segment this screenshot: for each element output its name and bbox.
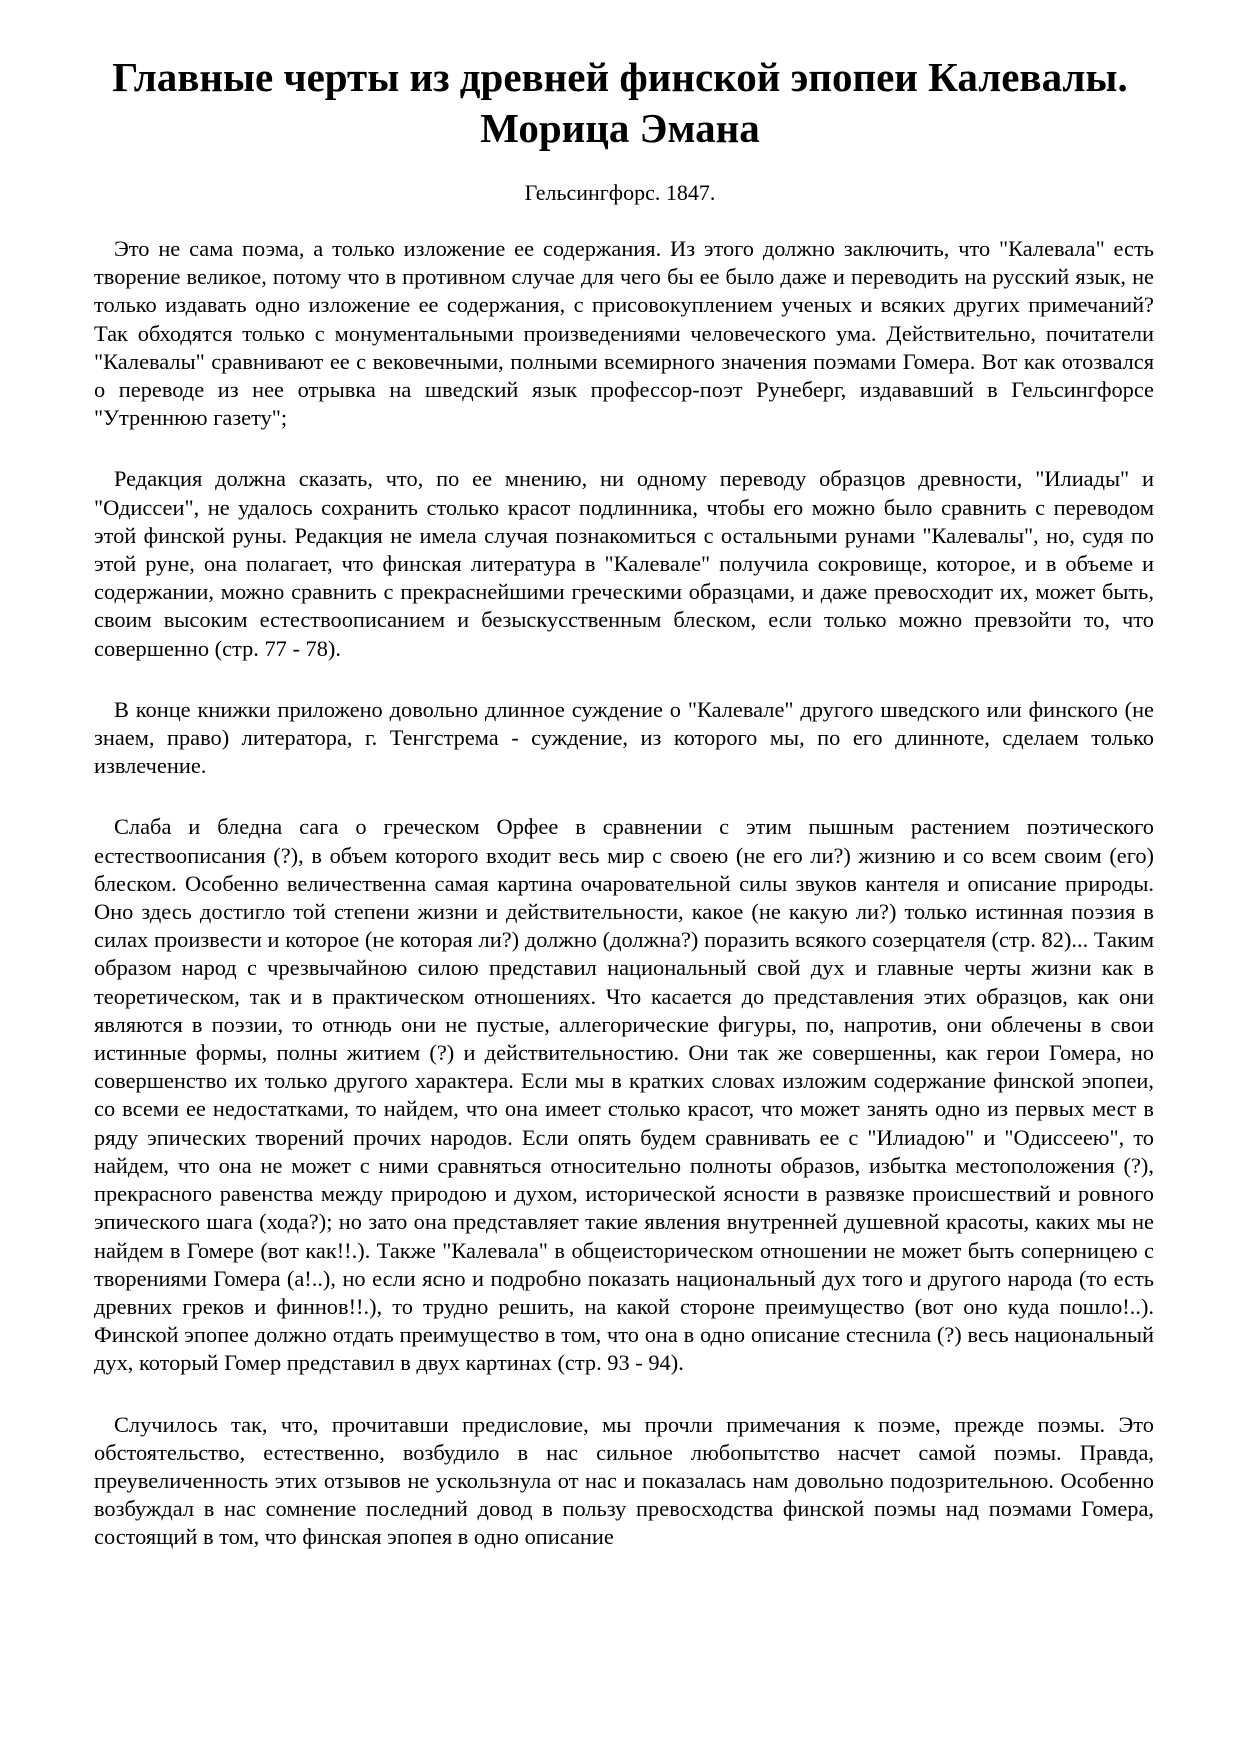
paragraph-3: В конце книжки приложено довольно длинное суждение о "Калевале" другого шведского или финского (не знаем, право) литератора, г. Тенгстрема - суждение, из которого мы, по его длинноте, сделаем только извлечение. [94,696,1154,779]
article-body [94,235,1154,1585]
publication-place-date: Гельсингфорс. 1847. [524,180,716,205]
paragraph-2: Редакция должна сказать, что, по ее мнению, ни одному переводу образцов древности, "Илиады" и "Одиссеи", не удалось сохранить столько красот подлинника, чтобы его можно было сравнить с переводом этой финской руны. Редакция не имела случая познакомиться с остальными рунами "Калевалы", но, судя по этой руне, она полагает, что финская литература в "Калевале" получила сокровище, которое, и в объеме и содержании, можно сравнить с прекраснейшими греческими образцами, и даже превосходит их, может быть, своим высоким естествоописанием и безыскусственным блеском, если только можно превзойти то, что совершенно (стр. 77 - 78). [94,466,1154,661]
document-title: Главные черты из древней финской эпопеи Калевалы. Морица Эмана [112,54,1128,151]
paragraph-5: Случилось так, что, прочитавши предисловие, мы прочли примечания к поэме, прежде поэмы. Это обстоятельство, естественно, возбудило в нас сильное любопытство насчет самой поэмы. Правда, преувеличенность этих отзывов не ускользнула от нас и показалась нам довольно подозрительною. Особенно возбуждал в нас сомнение последний довод в пользу превосходства финской поэмы над поэмами Гомера, состоящий в том, что финская эпопея в одно описание [94,1411,1154,1550]
paragraph-1: Это не сама поэма, а только изложение ее содержания. Из этого должно заключить, что "Калевала" есть творение великое, потому что в противном случае для чего бы ее было даже и переводить на русский язык, не только издавать одно изложение ее содержания, с присовокуплением ученых и всяких других примечаний? Так обходятся только с монументальными произведениями человеческого ума. Действительно, почитатели "Калевалы" сравнивают ее с вековечными, полными всемирного значения поэмами Гомера. Вот как отозвался о переводе из нее отрывка на шведский язык профессор-поэт Рунеберг, издававший в Гельсингфорсе "Утреннюю газету"; [94,236,1154,431]
paragraph-4: Слаба и бледна сага о греческом Орфее в сравнении с этим пышным растением поэтического естествоописания (?), в объем которого входит весь мир с своею (не его ли?) жизнию и со всем своим (его) блеском. Особенно величественна самая картина очаровательной силы звуков кантеля и описание природы. Оно здесь достигло той степени жизни и действительности, какое (не какую ли?) только истинная поэзия в силах произвести и которое (не которая ли?) должно (должна?) поразить всякого созерцателя (стр. 82)... Таким образом народ с чрезвычайною силою представил национальный свой дух и главные черты жизни как в теоретическом, так и в практическом отношениях. Что касается до представления этих образцов, как они являются в поэзии, то отнюдь они не пустые, аллегорические фигуры, по, напротив, они облечены в свои истинные формы, полны житием (?) и действительностию. Они так же совершенны, как герои Гомера, но совершенство их только другого характера. Если мы в кратких словах изложим содержание финской эпопеи, со всеми ее недостатками, то найдем, что она имеет столько красот, что может занять одно из первых мест в ряду эпических творений прочих народов. Если опять будем сравнивать ее с "Илиадою" и "Одиссеею", то найдем, что она не может с ними сравняться относительно полноты образов, избытка местоположения (?), прекрасного равенства между природою и духом, исторической ясности в развязке происшествий и ровного эпического шага (хода?); но зато она представляет такие явления внутренней душевной красоты, каких мы не найдем в Гомере (вот как!!.). Также "Калевала" в общеисторическом отношении не может быть соперницею с творениями Гомера (а!..), но если ясно и подробно показать национальный дух того и другого народа (то есть древних греков и финнов!!.), то трудно решить, на какой стороне преимущество (вот оно куда пошло!..). Финской эпопее должно отдать преимущество в том, что она в одно описание стеснила (?) весь национальный дух, который Гомер представил в двух картинах (стр. 93 - 94). [94,814,1154,1376]
